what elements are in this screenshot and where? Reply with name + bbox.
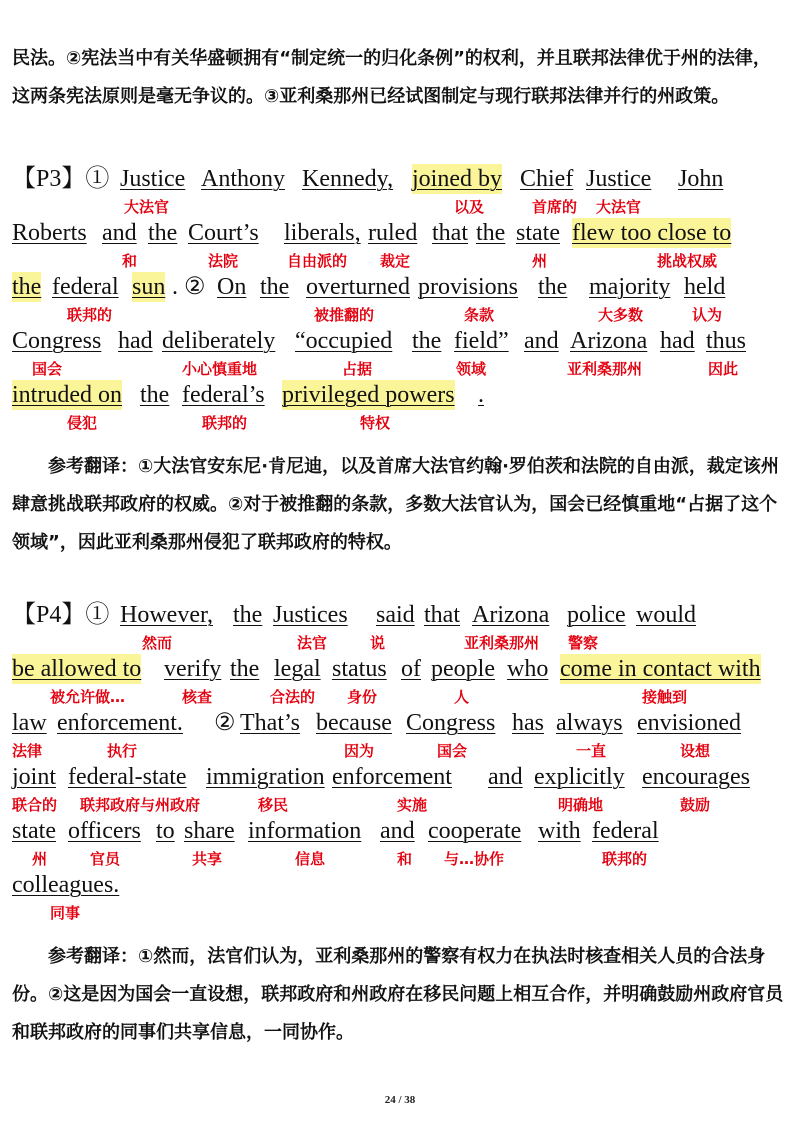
chinese-gloss: 裁定 [380, 252, 411, 270]
english-word: legal [274, 656, 321, 682]
chinese-gloss: 首席的 [532, 198, 578, 216]
chinese-gloss: 移民 [258, 796, 289, 814]
chinese-gloss: 然而 [142, 634, 173, 652]
chinese-gloss: 明确地 [558, 796, 604, 814]
chinese-gloss: 共享 [192, 850, 223, 868]
english-word: Roberts [12, 220, 87, 246]
english-word: and [524, 328, 559, 354]
english-word: Justice [120, 166, 186, 192]
english-word: Congress [406, 710, 496, 736]
chinese-gloss: 条款 [464, 306, 495, 324]
chinese-gloss: 联合的 [12, 796, 58, 814]
english-word: Arizona [472, 602, 550, 628]
chinese-gloss: 官员 [90, 850, 121, 868]
chinese-gloss: 占据 [342, 360, 373, 378]
english-word: information [248, 818, 362, 844]
highlighted-phrase: intruded on [12, 382, 122, 408]
chinese-gloss: 小心慎重地 [182, 360, 258, 378]
english-word: Chief [520, 166, 574, 192]
chinese-gloss: 合法的 [270, 688, 316, 706]
chinese-gloss: 因此 [708, 360, 739, 378]
english-word: However, [120, 602, 213, 628]
highlighted-phrase: the [12, 274, 42, 300]
english-word: that [424, 602, 460, 628]
english-word: had [660, 328, 695, 354]
english-word: has [512, 710, 544, 736]
paragraph-tag: 【P3】① [12, 166, 110, 192]
intro-paragraph [12, 40, 788, 116]
chinese-gloss: 大多数 [598, 306, 644, 324]
english-word: “occupied [295, 328, 393, 354]
english-word: federal’s [182, 382, 265, 408]
chinese-gloss: 鼓励 [680, 796, 711, 814]
chinese-gloss: 被推翻的 [314, 306, 375, 324]
english-word: the [233, 602, 263, 628]
english-word: colleagues. [12, 872, 120, 898]
chinese-gloss: 人 [454, 688, 470, 706]
english-word: the [140, 382, 170, 408]
chinese-gloss: 大法官 [124, 198, 170, 216]
english-word: that [432, 220, 468, 246]
chinese-gloss: 身份 [347, 688, 378, 706]
english-word: federal [52, 274, 119, 300]
english-word: ruled [368, 220, 418, 246]
english-word: with [538, 818, 581, 844]
chinese-gloss: 和 [122, 252, 138, 270]
english-word: law [12, 710, 47, 736]
english-word: had [118, 328, 153, 354]
english-word: provisions [418, 274, 519, 300]
chinese-gloss: 亚利桑那州 [464, 634, 540, 652]
chinese-gloss: 国会 [32, 360, 63, 378]
english-word: On [217, 274, 247, 300]
chinese-gloss: 法官 [297, 634, 328, 652]
p4-translation [12, 938, 788, 1052]
english-word: who [507, 656, 549, 682]
english-word: federal [592, 818, 659, 844]
highlighted-phrase: come in contact with [560, 656, 761, 682]
chinese-gloss: 自由派的 [287, 252, 348, 270]
page-number: 24 / 38 [384, 1094, 416, 1106]
english-word: share [184, 818, 235, 844]
english-word: and [488, 764, 523, 790]
english-word: always [556, 710, 623, 736]
chinese-gloss: 法律 [12, 742, 43, 760]
english-word: the [476, 220, 506, 246]
english-word: Anthony [201, 166, 285, 192]
english-word: . ② [172, 274, 206, 300]
english-word: Court’s [188, 220, 259, 246]
chinese-gloss: 领域 [456, 360, 487, 378]
english-word: joint [12, 764, 57, 790]
english-word: would [636, 602, 696, 628]
chinese-gloss: 大法官 [596, 198, 642, 216]
english-word: John [678, 166, 724, 192]
chinese-gloss: 特权 [360, 414, 391, 432]
p3-translation-text: 参考翻译：①大法官安东尼·肯尼迪，以及首席大法官约翰·罗伯茨和法院的自由派，裁定该州肆意挑战联邦政府的权威。②对于被推翻的条款，多数大法官认为，国会已经慎重地“占据了这个领域”，因此亚利桑那州侵犯了联邦政府的特权。 [12, 456, 779, 553]
chinese-gloss: 联邦的 [602, 850, 648, 868]
english-word: the [260, 274, 290, 300]
english-word: held [684, 274, 726, 300]
english-word: of [401, 656, 421, 682]
english-word: . [478, 382, 484, 408]
english-word: Congress [12, 328, 102, 354]
chinese-gloss: 挑战权威 [657, 252, 718, 270]
english-word: the [412, 328, 442, 354]
chinese-gloss: 国会 [437, 742, 468, 760]
highlighted-phrase: joined by [412, 166, 502, 192]
english-word: state [516, 220, 560, 246]
english-word: envisioned [637, 710, 741, 736]
chinese-gloss: 设想 [680, 742, 711, 760]
chinese-gloss: 州 [32, 850, 48, 868]
english-word: police [567, 602, 626, 628]
chinese-gloss: 接触到 [642, 688, 688, 706]
english-word: the [538, 274, 568, 300]
chinese-gloss: 以及 [454, 198, 485, 216]
chinese-gloss: 与…协作 [444, 850, 505, 868]
english-word: said [376, 602, 415, 628]
chinese-gloss: 州 [532, 252, 548, 270]
p4-translation-text: 参考翻译：①然而，法官们认为，亚利桑那州的警察有权力在执法时核查相关人员的合法身份。②这是因为国会一直设想，联邦政府和州政府在移民问题上相互合作，并明确鼓励州政府官员和联邦政府的同事们共享信息，一同协作。 [12, 946, 784, 1043]
english-word: overturned [306, 274, 410, 300]
p3-translation [12, 448, 788, 562]
english-word: Justice [586, 166, 652, 192]
english-word: status [332, 656, 387, 682]
english-word: That’s [240, 710, 300, 736]
chinese-gloss: 联邦的 [202, 414, 248, 432]
english-word: enforcement. [57, 710, 183, 736]
highlighted-phrase: sun [132, 274, 166, 300]
english-word: to [156, 818, 175, 844]
chinese-gloss: 亚利桑那州 [567, 360, 643, 378]
chinese-gloss: 被允许做… [50, 688, 126, 706]
english-word: encourages [642, 764, 750, 790]
chinese-gloss: 执行 [107, 742, 138, 760]
english-word: verify [164, 656, 222, 682]
english-word: Kennedy, [302, 166, 394, 192]
chinese-gloss: 信息 [295, 850, 326, 868]
english-word: field” [454, 328, 509, 354]
chinese-gloss: 联邦政府与州政府 [80, 796, 201, 814]
english-word: people [431, 656, 495, 682]
english-word: deliberately [162, 328, 276, 354]
chinese-gloss: 和 [397, 850, 413, 868]
chinese-gloss: 法院 [208, 252, 239, 270]
english-word: officers [68, 818, 141, 844]
english-word: majority [589, 274, 671, 300]
chinese-gloss: 同事 [50, 904, 81, 922]
english-word: and [102, 220, 137, 246]
chinese-gloss: 侵犯 [67, 414, 98, 432]
english-word: immigration [206, 764, 325, 790]
english-word: federal-state [68, 764, 187, 790]
chinese-gloss: 认为 [692, 306, 723, 324]
chinese-gloss: 核查 [182, 688, 213, 706]
chinese-gloss: 因为 [344, 742, 375, 760]
english-word: and [380, 818, 415, 844]
english-word: cooperate [428, 818, 522, 844]
chinese-gloss: 联邦的 [67, 306, 113, 324]
paragraph-tag: 【P4】① [12, 602, 110, 628]
english-word: the [230, 656, 260, 682]
english-word: enforcement [332, 764, 452, 790]
chinese-gloss: 警察 [568, 634, 599, 652]
english-word: the [148, 220, 178, 246]
chinese-gloss: 一直 [576, 742, 607, 760]
english-word: ② [214, 710, 236, 736]
english-word: thus [706, 328, 747, 354]
english-word: Justices [273, 602, 348, 628]
chinese-gloss: 说 [370, 634, 386, 652]
english-word: explicitly [534, 764, 625, 790]
chinese-gloss: 实施 [397, 796, 428, 814]
highlighted-phrase: be allowed to [12, 656, 142, 682]
english-word: Arizona [570, 328, 648, 354]
highlighted-phrase: flew too close to [572, 220, 732, 246]
english-word: state [12, 818, 56, 844]
english-word: liberals, [284, 220, 361, 246]
english-word: because [316, 710, 392, 736]
highlighted-phrase: privileged powers [282, 382, 455, 408]
intro-text: 民法。②宪法当中有关华盛顿拥有“制定统一的归化条例”的权利，并且联邦法律优于州的法律，这两条宪法原则是毫无争议的。③亚利桑那州已经试图制定与现行联邦法律并行的州政策。 [12, 48, 771, 107]
